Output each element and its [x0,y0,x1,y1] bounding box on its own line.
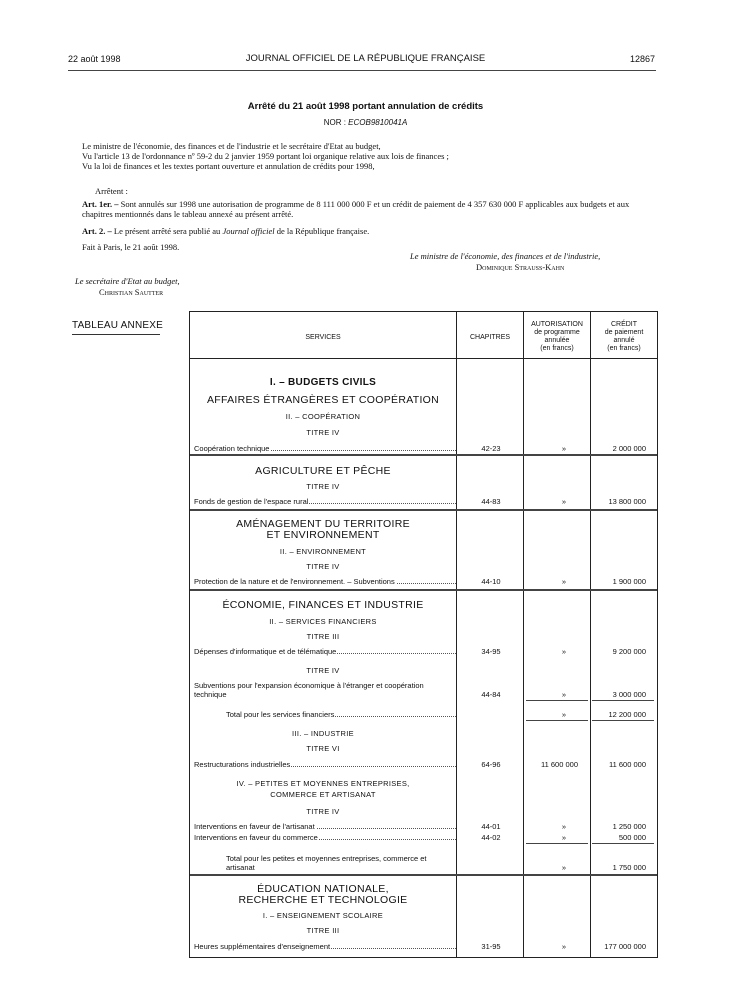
row-interventions-artisanat [194,822,456,831]
subsection-pme-line-1: IV. – PETITES ET MOYENNES ENTREPRISES, [236,779,410,788]
titre-iv: TITRE IV [306,562,340,571]
row-label: Dépenses d'informatique et de télématique [194,647,337,656]
nor-label: NOR : [323,118,346,127]
col-header-services: SERVICES [305,334,341,341]
titre-iv: TITRE IV [306,428,340,437]
row-label: Interventions en faveur du commerce [194,833,318,842]
total-rule [592,720,654,721]
row-total-pme [226,854,454,872]
article-1-text: Sont annulés sur 1998 une autorisation de programme de 8 111 000 000 F et un crédit de paiement de 4 357 630 000 F applicables aux budgets et aux chapitres mentionnés dans le tableau annexé au présent arrêté. [82,199,630,219]
row-depenses-informatique [194,647,456,656]
subsection-industrie: III. – INDUSTRIE [292,729,354,738]
chap-44-84: 44-84 [481,690,501,699]
titre-iii: TITRE III [306,632,340,641]
section-amenagement-line-1: AMÉNAGEMENT DU TERRITOIRE [236,518,410,530]
ap-value: » [561,577,566,586]
titre-iii: TITRE III [306,926,340,935]
section-separator [190,589,657,591]
annexe-title: TABLEAU ANNEXE [72,320,163,331]
row-label: Interventions en faveur de l'artisanat [194,822,315,831]
subtotal-rule [592,843,654,844]
section-economie: ÉCONOMIE, FINANCES ET INDUSTRIE [222,599,424,611]
row-fonds-gestion [194,497,456,506]
cp-value: 2 000 000 [612,444,646,453]
cp-value: 12 200 000 [608,710,646,719]
arretent: Arrêtent : [95,186,128,196]
section-separator [190,509,657,511]
chap-64-96: 64-96 [481,760,501,769]
secretary-name: Christian Sautter [99,287,164,297]
minister-name: Dominique Strauss-Kahn [476,262,565,272]
subsection-pme-line-2: COMMERCE ET ARTISANAT [270,790,376,799]
article-2 [82,226,658,236]
ap-value: » [561,497,566,506]
row-label: Total pour les petites et moyennes entreprises, commerce et artisanat [226,854,427,872]
subtotal-rule [526,843,588,844]
article-2-text-b: de la République française. [276,226,370,236]
chap-44-01: 44-01 [481,822,501,831]
nor-value: ECOB9810041A [348,118,408,127]
row-label: Total pour les services financiers [226,710,335,719]
arrete-title: Arrêté du 21 août 1998 portant annulation de crédits [247,101,484,112]
fait-a-paris: Fait à Paris, le 21 août 1998. [82,242,180,252]
ap-value: » [561,863,566,872]
header-rule [68,70,656,71]
subsection-services-financiers: II. – SERVICES FINANCIERS [269,617,377,626]
col-header-cp-line-3: annulé [613,337,635,344]
col-divider-1 [456,312,457,957]
preamble-para-2: Vu l'article 13 de l'ordonnance nº 59-2 du 2 janvier 1959 portant loi organique relative aux lois de finances ; [82,151,449,161]
row-cooperation-technique [194,444,456,453]
cp-value: 1 900 000 [612,577,646,586]
ap-value: » [561,647,566,656]
cp-value: 500 000 [618,833,646,842]
row-label: Restructurations industrielles [194,760,291,769]
col-header-ap-line-1: AUTORISATION [531,321,583,328]
col-header-cp-line-1: CRÉDIT [610,321,638,328]
col-header-ap-line-4: (en francs) [540,345,574,352]
article-1-label: Art. 1er. – [82,199,119,209]
chap-42-23: 42-23 [481,444,501,453]
ap-value: » [561,710,566,719]
total-rule [526,720,588,721]
cp-value: 1 750 000 [612,863,646,872]
col-header-ap-line-3: annulée [544,337,570,344]
col-header-cp-line-2: de paiement [604,329,644,336]
col-header-ap-line-2: de programme [534,329,580,336]
row-label: Subventions pour l'expansion économique à l'étranger et coopération technique [194,681,424,699]
row-label: Heures supplémentaires d'enseignement [194,942,331,951]
minister-title: Le ministre de l'économie, des finances et de l'industrie, [410,251,601,261]
article-2-label: Art. 2. – [82,226,112,236]
col-divider-3 [590,312,591,957]
header-date: 22 août 1998 [68,54,121,64]
chap-44-10: 44-10 [481,577,501,586]
chap-44-83: 44-83 [481,497,501,506]
article-2-jo: Journal officiel [222,226,275,236]
row-interventions-commerce [194,833,456,842]
ap-value: » [561,942,566,951]
row-subventions-expansion [194,681,454,699]
titre-iv: TITRE IV [306,807,340,816]
titre-iv: TITRE IV [306,666,340,675]
col-header-ap [524,321,590,353]
col-header-cp [591,321,657,353]
subtotal-rule [592,700,654,701]
col-divider-2 [523,312,524,957]
cp-value: 13 800 000 [608,497,646,506]
section-education-line-1: ÉDUCATION NATIONALE, [257,883,389,895]
annexe-rule [72,334,160,335]
subsection-cooperation: II. – COOPÉRATION [285,412,361,421]
budgets-civils-heading: I. – BUDGETS CIVILS [269,377,377,388]
preamble-para-3: Vu la loi de finances et les textes portant ouverture et annulation de crédits pour 1998, [82,161,375,171]
preamble-para-1: Le ministre de l'économie, des finances et de l'industrie et le secrétaire d'Etat au budget, [82,141,381,151]
titre-iv: TITRE IV [306,482,340,491]
ap-value: » [561,833,566,842]
article-1 [82,199,658,219]
ap-value: » [561,822,566,831]
row-label: Protection de la nature et de l'environnement. – Subventions [194,577,395,586]
chap-31-95: 31-95 [481,942,501,951]
col-header-cp-line-4: (en francs) [607,345,641,352]
cp-value: 3 000 000 [612,690,646,699]
cp-value: 11 600 000 [609,760,646,769]
secretary-title: Le secrétaire d'Etat au budget, [75,276,180,286]
row-protection-nature [194,577,456,586]
ap-value: 11 600 000 [541,760,578,769]
section-agriculture: AGRICULTURE ET PÊCHE [255,465,391,477]
preamble [82,141,662,171]
cp-value: 177 000 000 [604,942,646,951]
section-education-line-2: RECHERCHE ET TECHNOLOGIE [238,894,408,906]
subtotal-rule [526,700,588,701]
row-total-services-financiers [226,710,456,719]
page-number: 12867 [629,54,655,64]
section-affaires-etrangeres: AFFAIRES ÉTRANGÈRES ET COOPÉRATION [206,394,440,406]
ap-value: » [561,690,566,699]
row-label: Coopération technique [194,444,270,453]
cp-value: 9 200 000 [612,647,646,656]
header-separator [190,358,657,359]
subsection-enseignement-scolaire: I. – ENSEIGNEMENT SCOLAIRE [262,911,384,920]
annexe-table [189,311,658,958]
article-2-text-a: Le présent arrêté sera publié au [113,226,221,236]
ap-value: » [561,444,566,453]
subsection-environnement: II. – ENVIRONNEMENT [279,547,367,556]
section-separator [190,874,657,876]
section-amenagement-line-2: ET ENVIRONNEMENT [266,529,380,541]
chap-34-95: 34-95 [481,647,501,656]
nor-line [0,118,731,127]
section-separator [190,454,657,456]
chap-44-02: 44-02 [481,833,501,842]
col-header-chapitres: CHAPITRES [469,334,511,341]
cp-value: 1 250 000 [612,822,646,831]
row-label: Fonds de gestion de l'espace rural [194,497,309,506]
row-restructurations [194,760,456,769]
row-heures-supplementaires [194,942,456,951]
titre-vi: TITRE VI [306,744,340,753]
journal-title: JOURNAL OFFICIEL DE LA RÉPUBLIQUE FRANÇAISE [245,53,486,64]
